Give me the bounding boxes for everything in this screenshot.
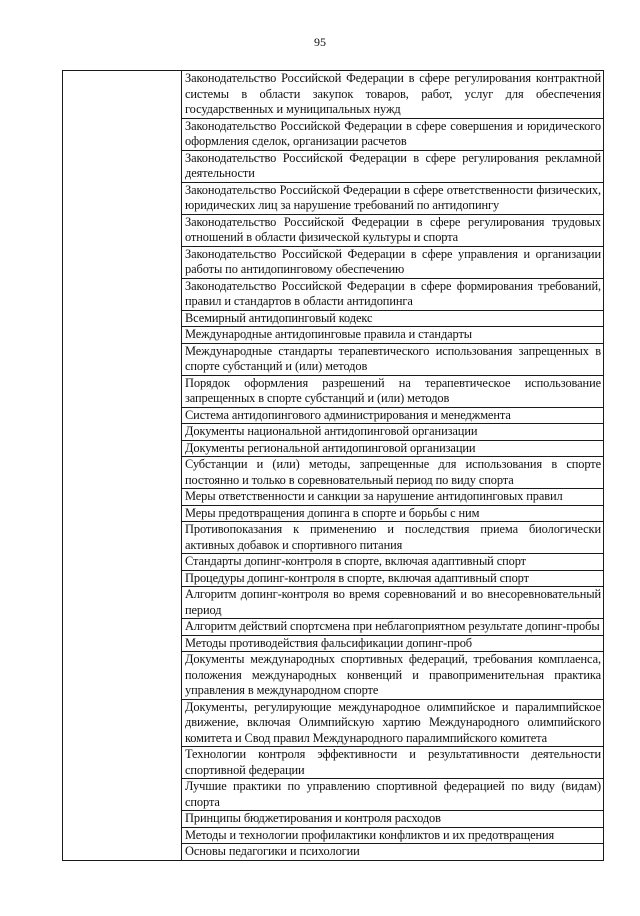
knowledge-cell <box>182 587 604 619</box>
knowledge-item-text: Документы национальной антидопинговой организации <box>185 424 478 438</box>
knowledge-item-text: Алгоритм допинг-контроля во время соревнований и во внесоревновательный период <box>185 587 601 617</box>
knowledge-cell <box>182 844 604 861</box>
knowledge-cell <box>182 440 604 457</box>
knowledge-cell <box>182 343 604 375</box>
knowledge-item-text: Законодательство Российской Федерации в сфере ответственности физических, юридических лиц за нарушение требований по антидопингу <box>185 182 601 212</box>
knowledge-item-text: Меры ответственности и санкции за нарушение антидопинговых правил <box>185 489 563 503</box>
table-row <box>63 71 604 119</box>
knowledge-cell <box>182 246 604 278</box>
knowledge-item-text: Система антидопингового администрирования и менеджмента <box>185 407 511 422</box>
knowledge-cell <box>182 310 604 327</box>
knowledge-cell <box>182 747 604 779</box>
knowledge-item-text: Законодательство Российской Федерации в сфере совершения и юридического оформления сделок, организации расчетов <box>185 118 601 148</box>
knowledge-cell <box>182 375 604 407</box>
knowledge-item-text: Методы противодействия фальсификации допинг-проб <box>185 635 473 650</box>
knowledge-item-text: Законодательство Российской Федерации в сфере регулирования контрактной системы в области закупок товаров, работ, услуг для обеспечения государственных и муниципальных нужд <box>185 71 601 116</box>
page-number: 95 <box>314 35 326 49</box>
knowledge-item-text: Основы педагогики и психологии <box>185 844 360 858</box>
knowledge-cell <box>182 71 604 119</box>
knowledge-item-text: Документы, регулирующие международное олимпийское и паралимпийское движение, включая Олимпийскую хартию Международного олимпийского комитета и Свод правил Международного паралимпийского комитета <box>185 699 601 745</box>
knowledge-cell <box>182 827 604 844</box>
table-body <box>63 71 604 861</box>
knowledge-item-text: Субстанции и (или) методы, запрещенные для использования в спорте постоянно и только в соревновательный период по виду спорта <box>185 457 601 487</box>
knowledge-item-text: Стандарты допинг-контроля в спорте, включая адаптивный спорт <box>185 554 526 568</box>
knowledge-item-text: Законодательство Российской Федерации в сфере формирования требований, правил и стандартов в области антидопинга <box>185 278 601 308</box>
knowledge-item-text: Порядок оформления разрешений на терапевтическое использование запрещенных в спорте субстанций и (или) методов <box>185 375 601 405</box>
knowledge-item-text: Методы и технологии профилактики конфликтов и их предотвращения <box>185 827 555 842</box>
knowledge-cell <box>182 635 604 652</box>
knowledge-cell <box>182 489 604 506</box>
left-column-cell <box>63 71 182 861</box>
knowledge-item-text: Законодательство Российской Федерации в сфере регулирования рекламной деятельности <box>185 150 601 180</box>
knowledge-item-text: Международные антидопинговые правила и стандарты <box>185 327 473 341</box>
knowledge-item-text: Меры предотвращения допинга в спорте и борьбы с ним <box>185 505 480 520</box>
knowledge-cell <box>182 811 604 828</box>
knowledge-cell <box>182 407 604 424</box>
knowledge-item-text: Всемирный антидопинговый кодекс <box>185 310 373 325</box>
knowledge-item-text: Принципы бюджетирования и контроля расходов <box>185 811 441 825</box>
knowledge-item-text: Документы международных спортивных федераций, требования комплаенса, положения международных конвенций и правоприменительная практика управления в международном спорте <box>185 652 601 697</box>
knowledge-item-text: Законодательство Российской Федерации в сфере регулирования трудовых отношений в области физической культуры и спорта <box>185 214 601 244</box>
knowledge-cell <box>182 505 604 522</box>
knowledge-cell <box>182 554 604 571</box>
knowledge-table <box>62 70 604 861</box>
knowledge-cell <box>182 214 604 246</box>
knowledge-item-text: Документы региональной антидопинговой организации <box>185 440 476 455</box>
knowledge-cell <box>182 424 604 441</box>
knowledge-item-text: Алгоритм действий спортсмена при неблагоприятном результате допинг-пробы <box>185 619 600 633</box>
knowledge-cell <box>182 118 604 150</box>
knowledge-item-text: Технологии контроля эффективности и результативности деятельности спортивной федерации <box>185 747 601 777</box>
knowledge-cell <box>182 278 604 310</box>
knowledge-item-text: Процедуры допинг-контроля в спорте, включая адаптивный спорт <box>185 570 529 585</box>
knowledge-cell <box>182 182 604 214</box>
knowledge-item-text: Международные стандарты терапевтического использования запрещенных в спорте субстанций и (или) методов <box>185 343 601 373</box>
knowledge-cell <box>182 457 604 489</box>
knowledge-cell <box>182 699 604 747</box>
knowledge-cell <box>182 652 604 700</box>
knowledge-cell <box>182 150 604 182</box>
knowledge-item-text: Противопоказания к применению и последствия приема биологически активных добавок и спортивного питания <box>185 522 601 552</box>
knowledge-cell <box>182 570 604 587</box>
knowledge-item-text: Лучшие практики по управлению спортивной федерацией по виду (видам) спорта <box>185 779 601 809</box>
knowledge-cell <box>182 327 604 344</box>
knowledge-cell <box>182 619 604 636</box>
knowledge-item-text: Законодательство Российской Федерации в сфере управления и организации работы по антидопинговому обеспечению <box>185 246 601 276</box>
knowledge-cell <box>182 779 604 811</box>
knowledge-cell <box>182 522 604 554</box>
